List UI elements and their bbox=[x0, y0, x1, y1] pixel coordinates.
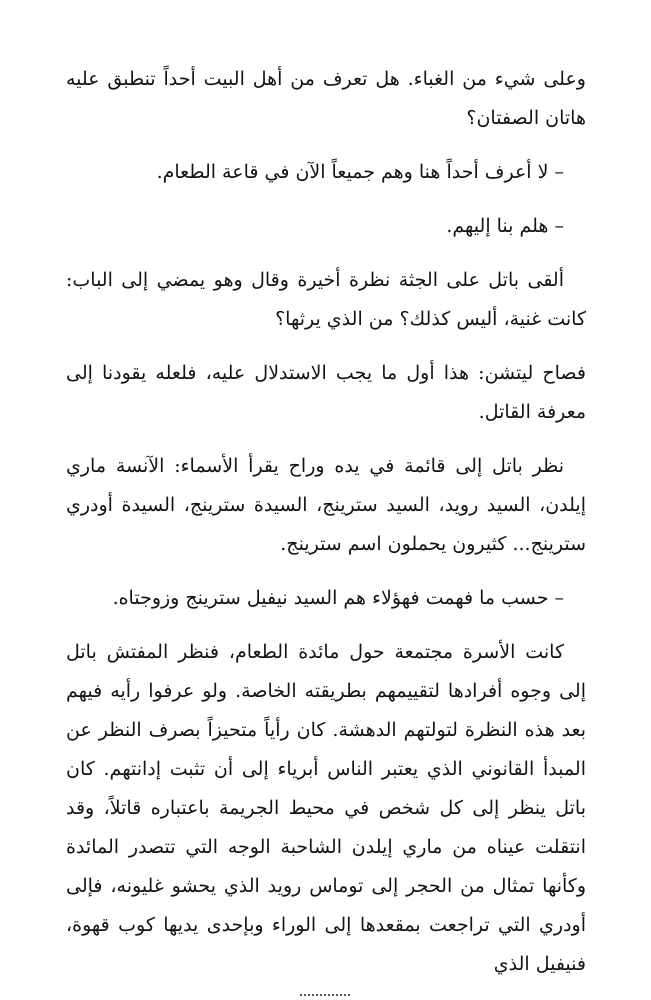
paragraph-leach-reply: فصاح ليتشن: هذا أول ما يجب الاستدلال عليه، فلعله يقودنا إلى معرفة القاتل. bbox=[66, 362, 586, 423]
dialogue-line-lets-go: – هلم بنا إليهم. bbox=[446, 215, 564, 237]
dialogue-line-nevile-wives: – حسب ما فهمت فهؤلاء هم السيد نيفيل سترينج وزوجتاه. bbox=[112, 587, 564, 609]
cropped-page-footer bbox=[300, 994, 350, 1000]
page-text bbox=[66, 60, 586, 984]
dialogue-line-dining-room: – لا أعرف أحداً هنا وهم جميعاً الآن في قاعة الطعام. bbox=[156, 161, 564, 183]
paragraph-names-list: نظر باتل إلى قائمة في يده وراح يقرأ الأسماء: الآنسة ماري إيلدن، السيد رويد، السيد سترينج، السيدة سترينج، السيدة أودري سترينج... كثيرون يحملون اسم سترينج. bbox=[66, 455, 586, 555]
paragraph-intro: وعلى شيء من الغباء. هل تعرف من أهل البيت أحداً تنطبق عليه هاتان الصفتان؟ bbox=[66, 68, 586, 129]
paragraph-battle-last-look: ألقى باتل على الجثة نظرة أخيرة وقال وهو يمضي إلى الباب: كانت غنية، أليس كذلك؟ من الذي يرثها؟ bbox=[66, 269, 586, 330]
paragraph-family-table: كانت الأسرة مجتمعة حول مائدة الطعام، فنظر المفتش باتل إلى وجوه أفرادها لتقييمهم بطريقته الخاصة. ولو عرفوا رأيه فيهم بعد هذه النظرة لتولتهم الدهشة. كان رأياً متحيزاً بصرف النظر عن المبدأ القانوني الذي يعتبر الناس أبرياء إلى أن تثبت إدانتهم. كان باتل ينظر إلى كل شخص في محيط الجريمة باعتباره قاتلاً، وقد انتقلت عيناه من ماري إيلدن الشاحبة الوجه التي تتصدر المائدة وكأنها تمثال من الحجر إلى توماس رويد الذي يحشو غليونه، فإلى أودري التي تراجعت بمقعدها إلى الوراء وبإحدى يديها كوب قهوة، فنيفيل الذي bbox=[66, 641, 586, 975]
